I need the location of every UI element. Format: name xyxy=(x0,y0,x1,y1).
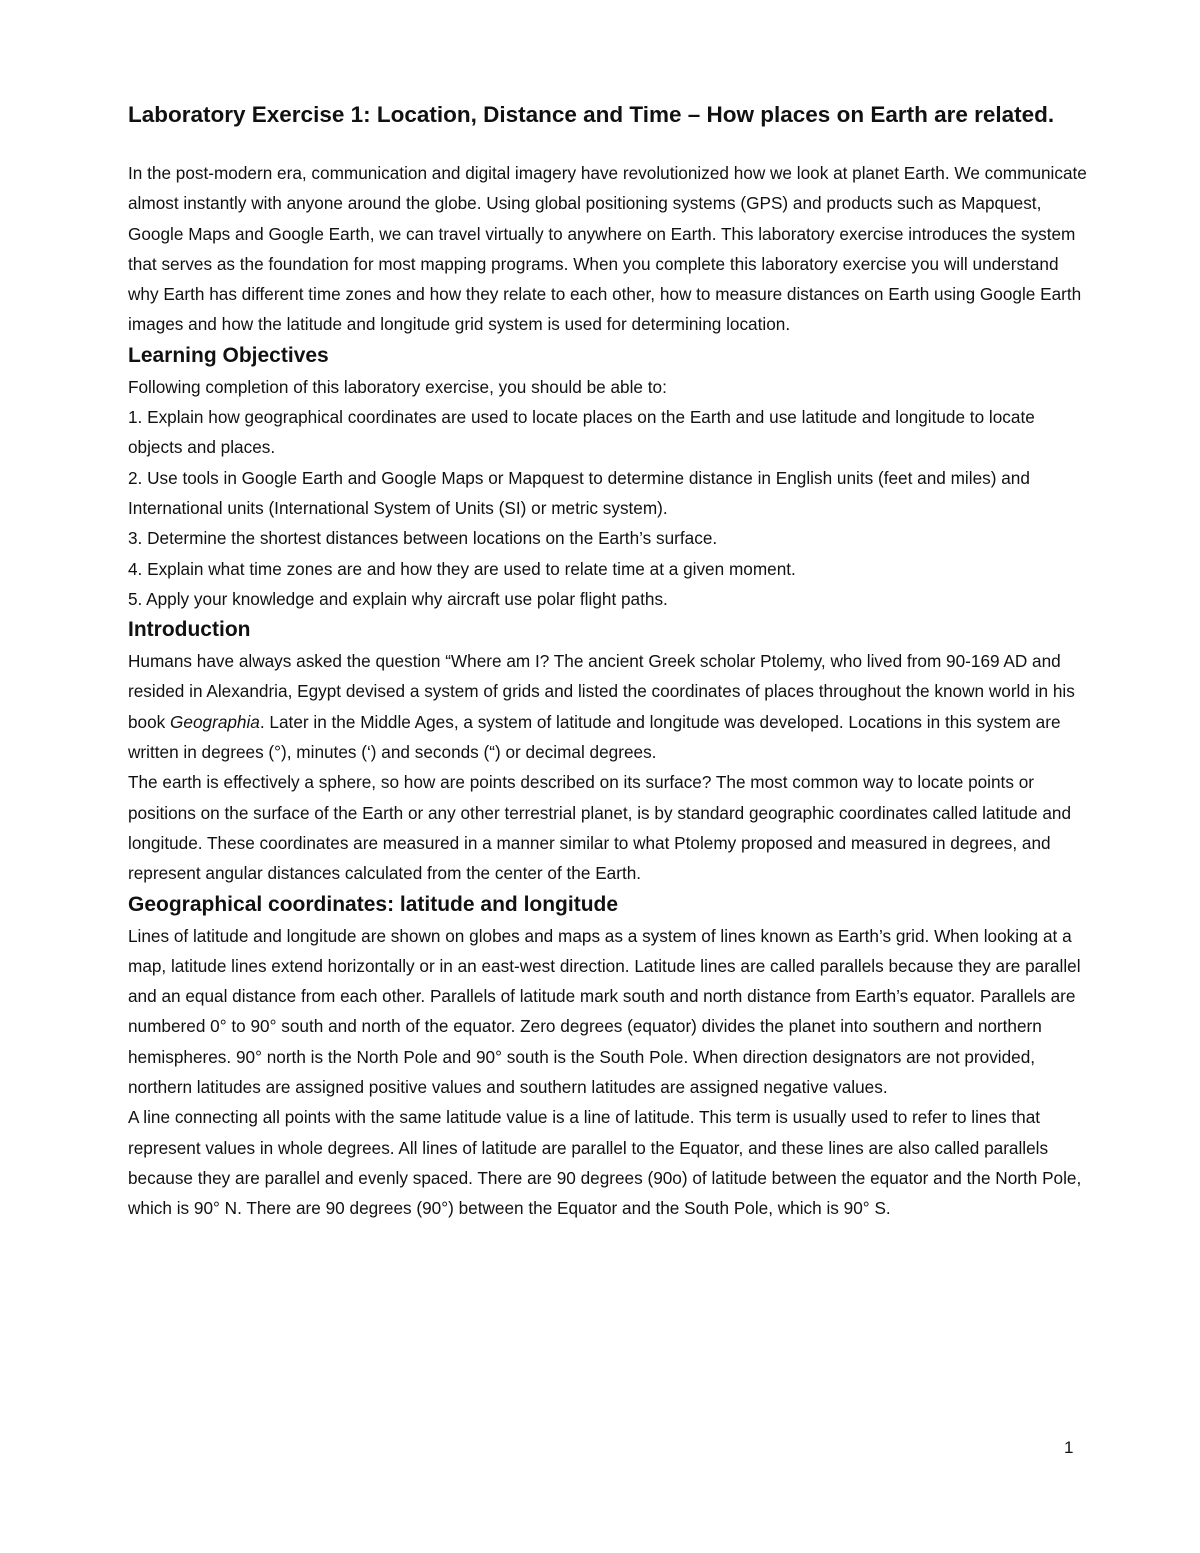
book-title-italic: Geographia xyxy=(170,711,260,732)
document-body xyxy=(128,96,1088,1224)
document-title: Laboratory Exercise 1: Location, Distance and Time – How places on Earth are related. xyxy=(128,102,1055,127)
learning-objectives-heading: Learning Objectives xyxy=(128,343,329,367)
objective-item: 2. Use tools in Google Earth and Google Maps or Mapquest to determine distance in English units (feet and miles) and International units (International System of Units (SI) or metric system). xyxy=(128,467,1030,518)
introduction-text-before: Humans have always asked the question “Where am I? The ancient Greek scholar Ptolemy, who lived from 90-169 AD and resided in Alexandria, Egypt devised a system of grids and listed the coordinates of places throughout the known world in his book xyxy=(128,651,1075,732)
objective-item: 3. Determine the shortest distances between locations on the Earth’s surface. xyxy=(128,528,718,549)
introduction-paragraph-1 xyxy=(128,646,1088,767)
introduction-paragraph-2: The earth is effectively a sphere, so how are points described on its surface? The most common way to locate points or positions on the surface of the Earth or any other terrestrial planet, is by standard geographic coordinates called latitude and longitude. These coordinates are measured in a manner similar to what Ptolemy proposed and measured in degrees, and represent angular distances calculated from the center of the Earth. xyxy=(128,772,1072,884)
introduction-text-after: . Later in the Middle Ages, a system of latitude and longitude was developed. Locations in this system are written in degrees (°), minutes (‘) and seconds (“) or decimal degrees. xyxy=(128,711,1061,763)
geographical-coordinates-paragraph-1: Lines of latitude and longitude are shown on globes and maps as a system of lines known as Earth’s grid. When looking at a map, latitude lines extend horizontally or in an east-west direction. Latitude lines are called parallels because they are parallel and an equal distance from each other. Parallels of latitude mark south and north distance from Earth’s equator. Parallels are numbered 0° to 90° south and north of the equator. Zero degrees (equator) divides the planet into southern and northern hemispheres. 90° north is the North Pole and 90° south is the South Pole. When direction designators are not provided, northern latitudes are assigned positive values and southern latitudes are assigned negative values. xyxy=(128,925,1081,1098)
introduction-heading: Introduction xyxy=(128,618,251,642)
learning-objectives-list xyxy=(128,402,1088,614)
intro-paragraph: In the post-modern era, communication and digital imagery have revolutionized how we look at planet Earth. We communicate almost instantly with anyone around the globe. Using global positioning systems (GPS) and products such as Mapquest, Google Maps and Google Earth, we can travel virtually to anywhere on Earth. This laboratory exercise introduces the system that serves as the foundation for most mapping programs. When you complete this laboratory exercise you will understand why Earth has different time zones and how they relate to each other, how to measure distances on Earth using Google Earth images and how the latitude and longitude grid system is used for determining location. xyxy=(128,163,1087,335)
learning-objectives-lead: Following completion of this laboratory exercise, you should be able to: xyxy=(128,376,667,397)
objective-item: 1. Explain how geographical coordinates are used to locate places on the Earth and use latitude and longitude to locate objects and places. xyxy=(128,407,1035,458)
objective-item: 4. Explain what time zones are and how they are used to relate time at a given moment. xyxy=(128,558,796,579)
geographical-coordinates-heading: Geographical coordinates: latitude and longitude xyxy=(128,892,619,916)
geographical-coordinates-paragraph-2: A line connecting all points with the same latitude value is a line of latitude. This term is usually used to refer to lines that represent values in whole degrees. All lines of latitude are parallel to the Equator, and these lines are also called parallels because they are parallel and evenly spaced. There are 90 degrees (90o) of latitude between the equator and the North Pole, which is 90° N. There are 90 degrees (90°) between the Equator and the South Pole, which is 90° S. xyxy=(128,1107,1082,1219)
page-number: 1 xyxy=(1064,1438,1074,1457)
objective-item: 5. Apply your knowledge and explain why aircraft use polar flight paths. xyxy=(128,588,668,609)
